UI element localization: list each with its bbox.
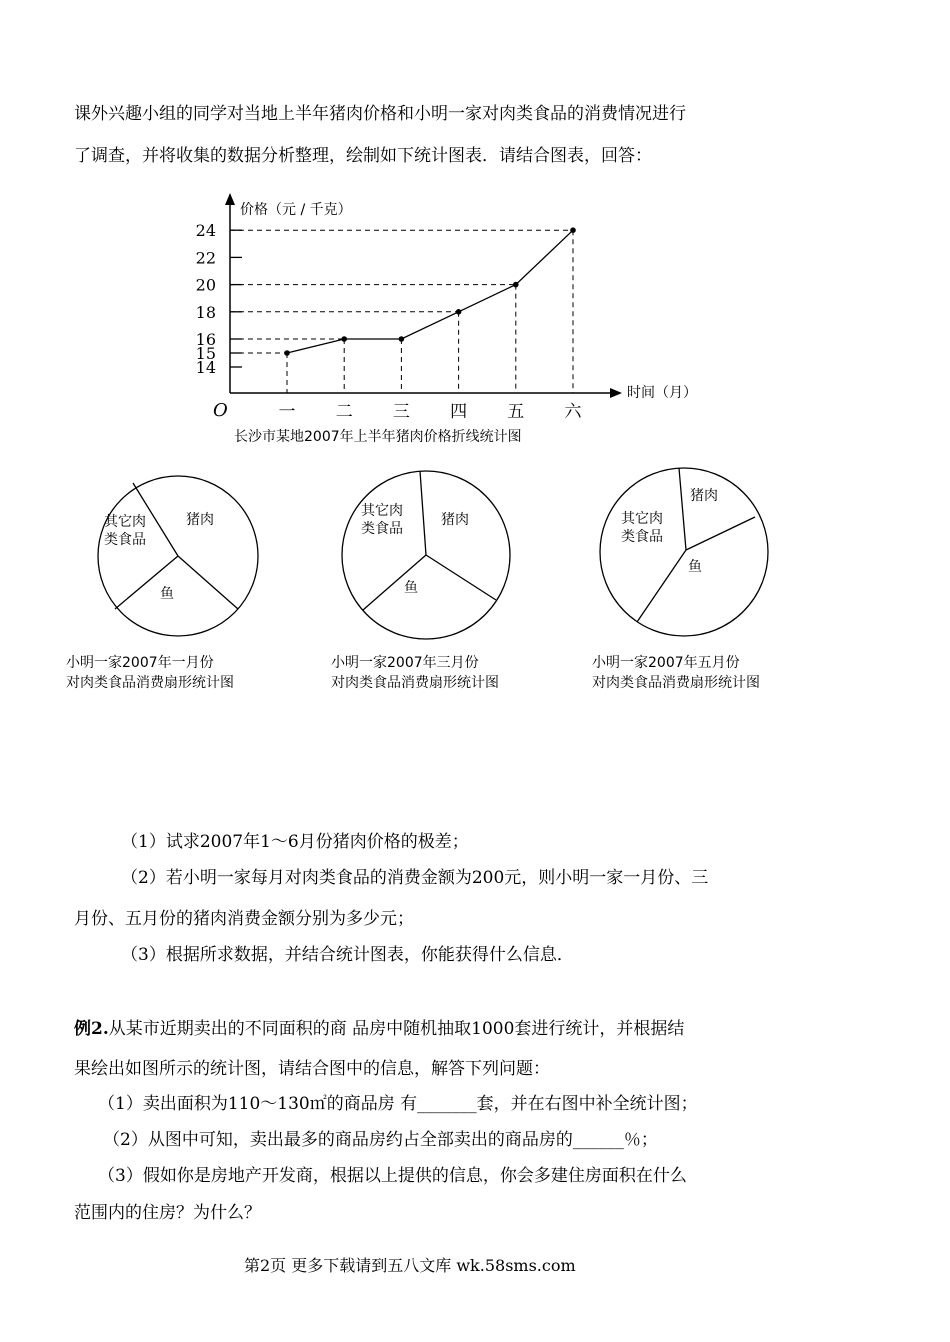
- example2-question-3-line-1: （3）假如你是房地产开发商，根据以上提供的信息，你会多建住房面积在什么: [98, 1166, 687, 1186]
- pie-caption-march-1: 小明一家2007年三月份: [331, 655, 479, 671]
- data-point: [570, 227, 576, 233]
- question-2-line-2: 月份、五月份的猪肉消费金额分别为多少元；: [74, 909, 414, 929]
- origin-label: O: [213, 400, 228, 421]
- x-tick-label: 四: [450, 402, 468, 422]
- pie-caption-may-1: 小明一家2007年五月份: [592, 655, 740, 671]
- data-point: [456, 309, 462, 315]
- slice-label-pork: 猪肉: [690, 488, 718, 504]
- slice-label-other: 其它肉: [361, 503, 403, 519]
- example2-question-1: （1）卖出面积为110～130㎡的商品房 有_______套，并在右图中补全统计图；: [98, 1094, 698, 1114]
- slice-label-other: 其它肉: [621, 511, 663, 527]
- data-point: [513, 282, 519, 288]
- data-point: [399, 336, 405, 342]
- y-tick-label: 20: [195, 275, 216, 295]
- x-tick-label: 六: [564, 402, 582, 422]
- x-tick-label: 一: [278, 402, 296, 422]
- example2-question-2: （2）从图中可知，卖出最多的商品房约占全部卖出的商品房的______％；: [103, 1130, 658, 1150]
- slice-label-other: 类食品: [104, 532, 146, 548]
- x-tick-label: 三: [392, 402, 410, 422]
- pie-chart-january: [90, 473, 266, 639]
- slice-label-pork: 猪肉: [186, 512, 214, 528]
- slice-label-other: 其它肉: [104, 514, 146, 530]
- pie-divider: [420, 471, 426, 555]
- slice-label-pork: 猪肉: [441, 512, 469, 528]
- slice-label-other: 类食品: [361, 521, 403, 537]
- pie-divider: [426, 555, 496, 600]
- y-tick-label: 16: [195, 330, 216, 349]
- page-footer: 第2页 更多下载请到五八文库 wk.58sms.com: [244, 1256, 576, 1275]
- y-tick-label: 15: [195, 344, 216, 363]
- slice-label-fish: 鱼: [160, 586, 174, 602]
- y-tick-label: 18: [195, 302, 216, 322]
- price-series-line: [287, 230, 573, 353]
- question-3: （3）根据所求数据，并结合统计图表，你能获得什么信息．: [121, 945, 574, 965]
- example2-label: 例2.: [74, 1019, 109, 1039]
- pie-divider: [679, 468, 686, 550]
- pie-caption-january-2: 对肉类食品消费扇形统计图: [66, 675, 234, 691]
- y-tick-label: 24: [195, 221, 216, 241]
- example2-line-2: 果绘出如图所示的统计图，请结合图中的信息，解答下列问题：: [74, 1059, 550, 1079]
- question-1: （1）试求2007年1～6月份猪肉价格的极差；: [121, 832, 469, 852]
- x-tick-label: 二: [335, 402, 353, 422]
- pie-chart-may: [598, 467, 774, 639]
- pie-chart-march: [338, 470, 514, 640]
- y-axis-arrow: [225, 193, 235, 205]
- slice-label-fish: 鱼: [404, 580, 418, 596]
- example2-line-1: [74, 1014, 684, 1039]
- x-axis-arrow: [610, 388, 622, 398]
- pie-caption-may-2: 对肉类食品消费扇形统计图: [592, 675, 760, 691]
- slice-label-fish: 鱼: [688, 559, 702, 575]
- y-tick-label: 14: [195, 358, 216, 377]
- y-tick-label: 22: [195, 248, 216, 268]
- data-point: [341, 336, 347, 342]
- pie-divider: [637, 550, 686, 622]
- slice-label-other: 类食品: [621, 529, 663, 545]
- pie-divider: [178, 556, 238, 609]
- intro-line-1: 课外兴趣小组的同学对当地上半年猪肉价格和小明一家对肉类食品的消费情况进行: [74, 104, 686, 124]
- pie-caption-january-1: 小明一家2007年一月份: [66, 655, 214, 671]
- intro-line-2: 了调查，并将收集的数据分析整理，绘制如下统计图表．请结合图表，回答：: [74, 146, 652, 166]
- x-tick-label: 五: [507, 402, 525, 422]
- pork-price-line-chart: [180, 185, 697, 450]
- pie-divider: [686, 517, 755, 550]
- pie-caption-march-2: 对肉类食品消费扇形统计图: [331, 675, 499, 691]
- chart-title: 长沙市某地2007年上半年猪肉价格折线统计图: [234, 429, 522, 445]
- x-axis-label: 时间（月）: [627, 385, 697, 401]
- chart-axes: [225, 193, 622, 398]
- example2-text: 从某市近期卖出的不同面积的商 品房中随机抽取1000套进行统计，并根据结: [108, 1019, 685, 1039]
- question-2-line-1: （2）若小明一家每月对肉类食品的消费金额为200元，则小明一家一月份、三: [121, 868, 709, 888]
- data-point: [284, 350, 290, 356]
- y-axis-label: 价格（元 / 千克）: [240, 202, 352, 218]
- example2-question-3-line-2: 范围内的住房？为什么？: [74, 1203, 261, 1223]
